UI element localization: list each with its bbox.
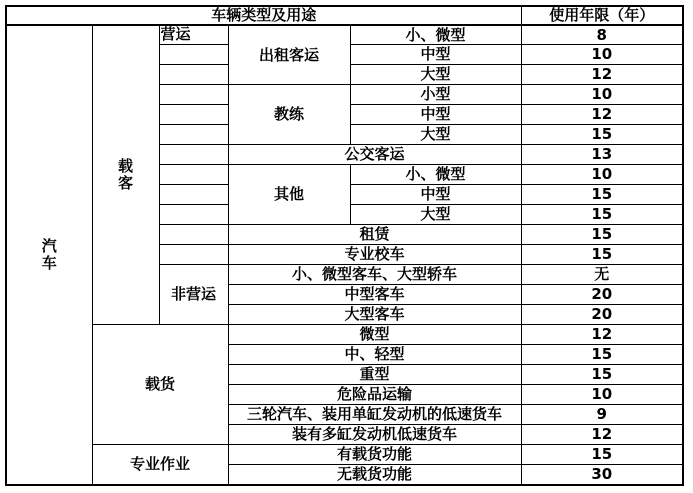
header-service-life: 使用年限（年）: [521, 6, 683, 25]
years-cell: 13: [521, 145, 683, 165]
years-cell: 15: [521, 225, 683, 245]
label-cell: 危险品运输: [228, 385, 521, 405]
cell-section-passenger: [92, 25, 159, 325]
years-cell: 15: [521, 125, 683, 145]
label-cell: 微型: [228, 325, 521, 345]
years-cell: 20: [521, 305, 683, 325]
years-cell: 15: [521, 185, 683, 205]
empty-cell: [159, 105, 228, 125]
header-row: [6, 6, 683, 25]
empty-cell: [159, 225, 228, 245]
years-cell: 12: [521, 425, 683, 445]
empty-cell: [159, 245, 228, 265]
label-cell: 大型客车: [228, 305, 521, 325]
empty-cell: [159, 65, 228, 85]
cell-group-coach: 教练: [228, 85, 350, 145]
years-cell: 10: [521, 45, 683, 65]
label-cell: 中型: [350, 185, 521, 205]
empty-cell: [159, 145, 228, 165]
years-cell: 12: [521, 65, 683, 85]
cell-vehicle-category: [6, 25, 92, 485]
table-row: [6, 25, 683, 45]
label-cell: 大型: [350, 65, 521, 85]
header-type-and-use: 车辆类型及用途: [6, 6, 521, 25]
label-cell: 小、微型客车、大型轿车: [228, 265, 521, 285]
label-cell: 小、微型: [350, 25, 521, 45]
cell-operation-commercial: 营运: [159, 25, 228, 45]
label-cell: 专业校车: [228, 245, 521, 265]
label-cell: 大型: [350, 205, 521, 225]
years-cell: 30: [521, 465, 683, 485]
label-cell: 公交客运: [228, 145, 521, 165]
vehicle-service-life-table: [5, 5, 684, 486]
years-cell: 20: [521, 285, 683, 305]
cell-section-cargo: 载货: [92, 325, 228, 445]
cell-section-special-operation: 专业作业: [92, 445, 228, 485]
years-cell: 15: [521, 245, 683, 265]
years-cell: 15: [521, 445, 683, 465]
years-cell: 12: [521, 105, 683, 125]
empty-cell: [159, 205, 228, 225]
label-cell: 中型: [350, 45, 521, 65]
label-cell: 小、微型: [350, 165, 521, 185]
vehicle-category-label: 汽车: [41, 236, 57, 272]
label-cell: 重型: [228, 365, 521, 385]
empty-cell: [159, 165, 228, 185]
section-passenger-label: 载客: [117, 156, 133, 192]
cell-group-taxi: 出租客运: [228, 25, 350, 85]
label-cell: 大型: [350, 125, 521, 145]
label-cell: 中、轻型: [228, 345, 521, 365]
label-cell: 装有多缸发动机低速货车: [228, 425, 521, 445]
years-cell: 无: [521, 265, 683, 285]
label-cell: 中型: [350, 105, 521, 125]
cell-operation-non-commercial: 非营运: [159, 265, 228, 325]
years-cell: 15: [521, 365, 683, 385]
label-cell: 中型客车: [228, 285, 521, 305]
years-cell: 12: [521, 325, 683, 345]
empty-cell: [159, 85, 228, 105]
empty-cell: [159, 125, 228, 145]
label-cell: 无载货功能: [228, 465, 521, 485]
label-cell: 有载货功能: [228, 445, 521, 465]
empty-cell: [159, 185, 228, 205]
years-cell: 10: [521, 165, 683, 185]
label-cell: 小型: [350, 85, 521, 105]
years-cell: 8: [521, 25, 683, 45]
years-cell: 15: [521, 345, 683, 365]
label-cell: 租赁: [228, 225, 521, 245]
years-cell: 9: [521, 405, 683, 425]
years-cell: 10: [521, 85, 683, 105]
cell-group-other: 其他: [228, 165, 350, 225]
table-row: [6, 325, 683, 345]
empty-cell: [159, 45, 228, 65]
years-cell: 10: [521, 385, 683, 405]
table-row: [6, 445, 683, 465]
label-cell: 三轮汽车、装用单缸发动机的低速货车: [228, 405, 521, 425]
years-cell: 15: [521, 205, 683, 225]
